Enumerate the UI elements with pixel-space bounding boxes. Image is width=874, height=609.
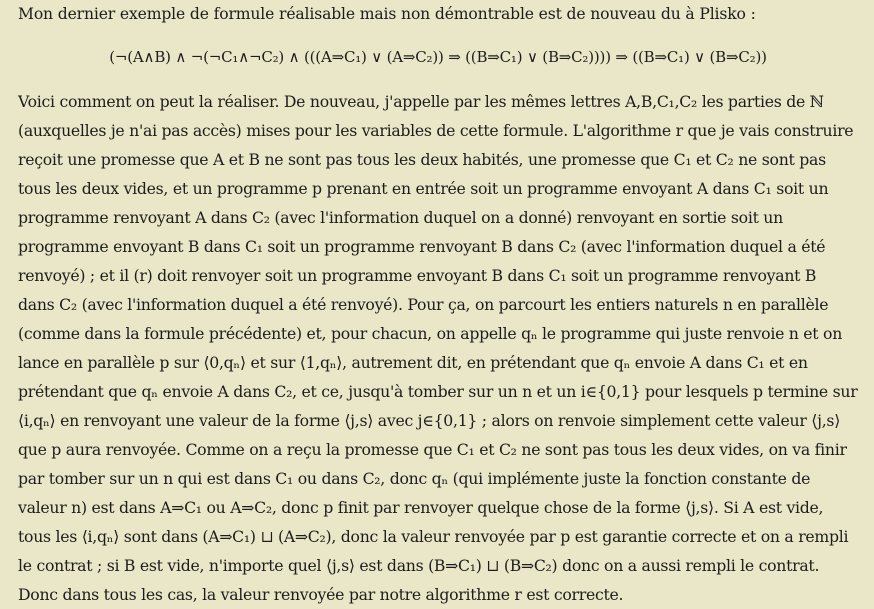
paragraph-line: programme envoyant B dans C₁ soit un programme renvoyant B dans C₂ (avec l'information duquel a été: [18, 237, 826, 256]
paragraph-line: par tomber sur un n qui est dans C₁ ou dans C₂, donc qₙ (qui implémente juste la fonction constante de: [18, 469, 811, 488]
paragraph-line: renvoyé) ; et il (r) doit renvoyer soit un programme envoyant B dans C₁ soit un programme renvoyant B: [18, 266, 817, 285]
paragraph-line: le contrat ; si B est vide, n'importe quel ⟨j,s⟩ est dans (B⇒C₁) ⊔ (B⇒C₂) donc on a aussi rempli le contrat.: [18, 556, 820, 575]
paragraph-line: (auxquelles je n'ai pas accès) mises pour les variables de cette formule. L'algorithme r que je vais construire: [18, 121, 854, 140]
paragraph-line: tous les ⟨i,qₙ⟩ sont dans (A⇒C₁) ⊔ (A⇒C₂), donc la valeur renvoyée par p est garantie correcte et on a rempli: [18, 527, 849, 546]
plisko-formula: (¬(A∧B) ∧ ¬(¬C₁∧¬C₂) ∧ (((A⇒C₁) ∨ (A⇒C₂)) ⇒ ((B⇒C₁) ∨ (B⇒C₂)))) ⇒ ((B⇒C₁) ∨ (B⇒C₂)): [109, 48, 767, 66]
paragraph-line: programme renvoyant A dans C₂ (avec l'information duquel on a donné) renvoyant en sortie soit un: [18, 208, 783, 227]
paragraph-line: prétendant que qₙ envoie A dans C₂, et ce, jusqu'à tomber sur un n et un i∈{0,1} pour lesquels p termine sur: [18, 382, 858, 401]
paragraph-line: valeur n) est dans A⇒C₁ ou A⇒C₂, donc p finit par renvoyer quelque chose de la forme ⟨j,s⟩. Si A est vide,: [18, 498, 824, 517]
explanation-paragraph: [18, 87, 858, 609]
paragraph-line: reçoit une promesse que A et B ne sont pas tous les deux habités, une promesse que C₁ et C₂ ne sont pas: [18, 150, 826, 169]
paragraph-line: (comme dans la formule précédente) et, pour chacun, on appelle qₙ le programme qui juste renvoie n et on: [18, 324, 843, 343]
paragraph-line: que p aura renvoyée. Comme on a reçu la promesse que C₁ et C₂ ne sont pas tous les deux vides, on va finir: [18, 440, 847, 459]
paragraph-line: tous les deux vides, et un programme p prenant en entrée soit un programme envoyant A dans C₁ soit un: [18, 179, 829, 198]
paragraph-line: Donc dans tous les cas, la valeur renvoyée par notre algorithme r est correcte.: [18, 585, 624, 604]
paragraph-line: ⟨i,qₙ⟩ en renvoyant une valeur de la forme ⟨j,s⟩ avec j∈{0,1} ; alors on renvoie simplement cette valeur ⟨j,s⟩: [18, 411, 841, 430]
paragraph-line: dans C₂ (avec l'information duquel a été renvoyé). Pour ça, on parcourt les entiers naturels n en parallèle: [18, 295, 829, 314]
intro-sentence: Mon dernier exemple de formule réalisable mais non démontrable est de nouveau du à Plisko :: [18, 5, 756, 23]
paragraph-line: Voici comment on peut la réaliser. De nouveau, j'appelle par les mêmes lettres A,B,C₁,C₂ les parties de ℕ: [18, 92, 824, 111]
paragraph-line: lance en parallèle p sur ⟨0,qₙ⟩ et sur ⟨1,qₙ⟩, autrement dit, en prétendant que qₙ envoie A dans C₁ et en: [18, 353, 808, 372]
